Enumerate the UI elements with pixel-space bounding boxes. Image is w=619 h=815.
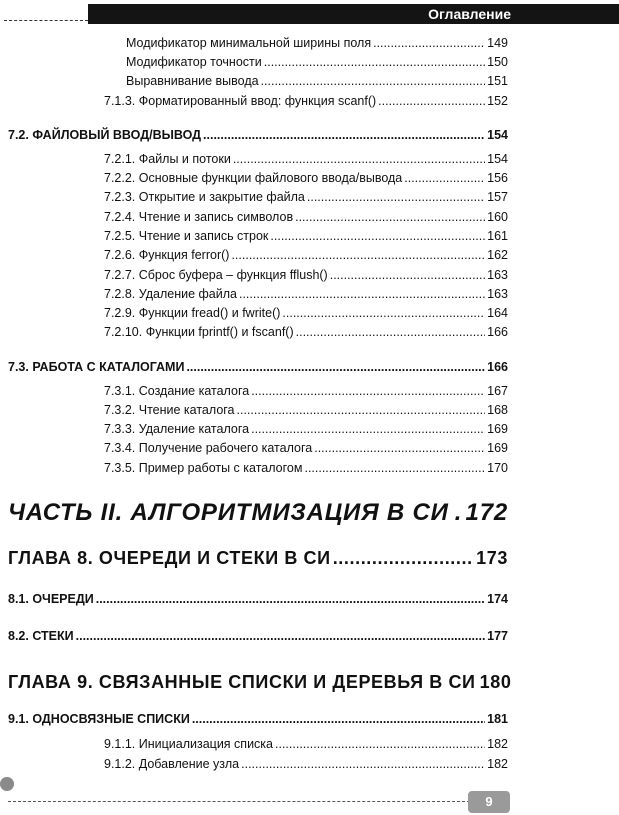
toc-section-page: 166 [487, 360, 508, 374]
toc-entry-page: 182 [487, 757, 508, 771]
toc-entry[interactable] [104, 325, 508, 344]
toc-leader-dots [186, 360, 485, 374]
toc-leader-dots [231, 248, 485, 262]
toc-entry[interactable] [104, 403, 508, 422]
toc-entry-page: 163 [487, 287, 508, 301]
toc-entry-title: 7.2.10. Функции fprintf() и fscanf() [104, 325, 294, 339]
toc-entry-page: 162 [487, 248, 508, 262]
toc-chapter-title: ГЛАВА 8. ОЧЕРЕДИ И СТЕКИ В СИ [8, 548, 331, 568]
toc-entry-title: 7.2.2. Основные функции файлового ввода/вывода [104, 171, 403, 185]
toc-leader-dots [296, 325, 486, 339]
toc-section-heading[interactable] [8, 629, 508, 651]
toc-entry-title: Модификатор точности [126, 55, 262, 69]
toc-section-page: 181 [487, 712, 508, 726]
toc-leader-dots [378, 94, 485, 108]
toc-entry-title: 9.1.1. Инициализация списка [104, 737, 274, 751]
toc-leader-dots [96, 592, 485, 606]
toc-leader-dots [241, 757, 485, 771]
toc-entry-page: 151 [487, 74, 508, 88]
toc-entry-title: 7.2.3. Открытие и закрытие файла [104, 190, 305, 204]
toc-chapter-heading[interactable] [8, 672, 512, 698]
toc-entry-title: 7.2.6. Функция ferror() [104, 248, 230, 262]
toc-entry-page: 149 [487, 36, 508, 50]
toc-entry-page: 156 [487, 171, 508, 185]
toc-entry[interactable] [104, 152, 508, 171]
toc-entry-title: 7.1.3. Форматированный ввод: функция scanf() [104, 94, 377, 108]
toc-entry-page: 166 [487, 325, 508, 339]
toc-leader-dots [239, 287, 485, 301]
toc-entry-title: 7.2.5. Чтение и запись строк [104, 229, 269, 243]
toc-entry-page: 169 [487, 422, 508, 436]
toc-section-page: 174 [487, 592, 508, 606]
toc-leader-dots [314, 441, 485, 455]
header-dashed-rule [4, 20, 88, 21]
toc-entry[interactable] [104, 306, 508, 325]
toc-entry-page: 154 [487, 152, 508, 166]
page-number-badge: 9 [468, 791, 510, 813]
toc-leader-dots [373, 36, 485, 50]
toc-leader-dots [237, 403, 486, 417]
toc-leader-dots [304, 461, 485, 475]
toc-leader-dots [295, 210, 485, 224]
toc-part-heading[interactable] [8, 499, 508, 533]
toc-chapter-page: 173 [476, 548, 508, 568]
footer-dashed-rule [8, 801, 470, 802]
toc-entry-title: 9.1.2. Добавление узла [104, 757, 240, 771]
toc-part-title: ЧАСТЬ II. АЛГОРИТМИЗАЦИЯ В СИ [8, 499, 449, 526]
toc-entry-page: 160 [487, 210, 508, 224]
toc-entry-page: 168 [487, 403, 508, 417]
toc-entry[interactable] [104, 461, 508, 480]
toc-entry[interactable] [104, 441, 508, 460]
toc-section-heading[interactable] [8, 360, 508, 382]
toc-entry-page: 170 [487, 461, 508, 475]
toc-section-page: 154 [487, 128, 508, 142]
toc-entry-title: 7.2.9. Функции fread() и fwrite() [104, 306, 281, 320]
toc-entry[interactable] [104, 757, 508, 776]
toc-leader-dots [261, 74, 486, 88]
toc-entry[interactable] [104, 248, 508, 267]
toc-section-title: 8.1. ОЧЕРЕДИ [8, 592, 94, 606]
toc-section-title: 7.2. ФАЙЛОВЫЙ ВВОД/ВЫВОД [8, 128, 202, 142]
toc-entry-title: 7.2.7. Сброс буфера – функция fflush() [104, 268, 328, 282]
toc-leader-dots [282, 306, 485, 320]
toc-leader-dots [307, 190, 485, 204]
toc-entry[interactable] [104, 737, 508, 756]
toc-entry-title: Выравнивание вывода [126, 74, 259, 88]
toc-entry[interactable] [104, 94, 508, 113]
toc-entry-page: 150 [487, 55, 508, 69]
toc-leader-dots [192, 712, 485, 726]
toc-leader-dots [275, 737, 485, 751]
toc-entry-title: 7.3.3. Удаление каталога [104, 422, 250, 436]
toc-entry-page: 163 [487, 268, 508, 282]
toc-chapter-page: 180 [479, 672, 512, 692]
toc-entry-title: 7.2.4. Чтение и запись символов [104, 210, 294, 224]
toc-entry-title: Модификатор минимальной ширины поля [126, 36, 372, 50]
toc-entry-page: 167 [487, 384, 508, 398]
toc-entry[interactable] [104, 190, 508, 209]
toc-leader-dots [330, 268, 485, 282]
toc-entry-title: 7.2.1. Файлы и потоки [104, 152, 231, 166]
toc-entry-page: 182 [487, 737, 508, 751]
toc-entry-title: 7.2.8. Удаление файла [104, 287, 237, 301]
footer-bullet-icon [0, 777, 14, 791]
toc-entry-title: 7.3.4. Получение рабочего каталога [104, 441, 313, 455]
toc-entry-page: 164 [487, 306, 508, 320]
toc-entry[interactable] [104, 422, 508, 441]
toc-leader-dots [76, 629, 486, 643]
toc-entry[interactable] [104, 384, 508, 403]
toc-leader-dots [264, 55, 485, 69]
toc-part-page: 172 [465, 499, 508, 526]
toc-entry-page: 161 [487, 229, 508, 243]
header-bar [88, 4, 619, 24]
toc-chapter-title: ГЛАВА 9. СВЯЗАННЫЕ СПИСКИ И ДЕРЕВЬЯ В СИ [8, 672, 476, 692]
toc-section-title: 8.2. СТЕКИ [8, 629, 74, 643]
toc-section-heading[interactable] [8, 712, 508, 734]
toc-entry[interactable] [104, 171, 508, 190]
toc-entry-title: 7.3.2. Чтение каталога [104, 403, 235, 417]
toc-section-title: 7.3. РАБОТА С КАТАЛОГАМИ [8, 360, 185, 374]
toc-leader-dots [404, 171, 485, 185]
toc-leader-dots [270, 229, 485, 243]
toc-leader-dots [203, 128, 485, 142]
toc-leader-dots [233, 152, 485, 166]
toc-entry[interactable] [126, 36, 508, 55]
toc-entry-page: 157 [487, 190, 508, 204]
toc-entry[interactable] [104, 268, 508, 287]
toc-entry[interactable] [104, 210, 508, 229]
running-header-title: Оглавление [428, 6, 511, 22]
toc-leader-dots [455, 499, 460, 527]
toc-section-title: 9.1. ОДНОСВЯЗНЫЕ СПИСКИ [8, 712, 190, 726]
toc-entry[interactable] [104, 229, 508, 248]
toc-entry[interactable] [126, 55, 508, 74]
toc-section-page: 177 [487, 629, 508, 643]
toc-section-heading[interactable] [8, 128, 508, 150]
toc-leader-dots [251, 422, 485, 436]
toc-entry-title: 7.3.1. Создание каталога [104, 384, 250, 398]
toc-entry[interactable] [104, 287, 508, 306]
toc-entry[interactable] [126, 74, 508, 93]
toc-entry-page: 152 [487, 94, 508, 108]
toc-section-heading[interactable] [8, 592, 508, 614]
toc-leader-dots [251, 384, 485, 398]
toc-chapter-heading[interactable] [8, 548, 508, 574]
toc-entry-page: 169 [487, 441, 508, 455]
toc-leader-dots [333, 548, 474, 569]
toc-entry-title: 7.3.5. Пример работы с каталогом [104, 461, 303, 475]
